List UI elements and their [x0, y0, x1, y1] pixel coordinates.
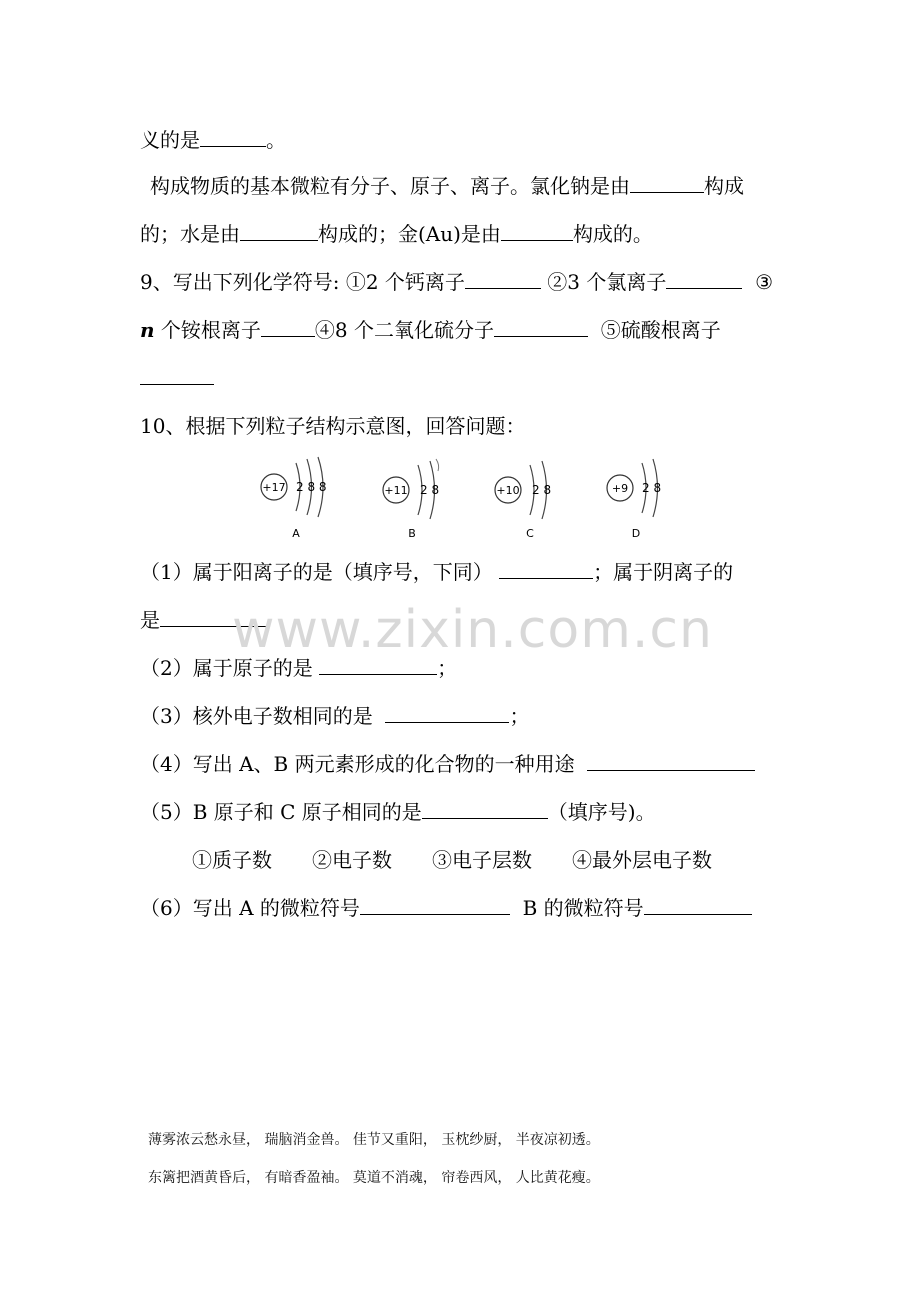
answer-blank[interactable]	[200, 126, 266, 147]
nucleus-c: +10	[496, 484, 520, 497]
label-a: A	[292, 527, 300, 540]
answer-blank[interactable]	[499, 558, 593, 579]
sub-question-2: （2）属于原子的是 ；	[140, 656, 458, 680]
atom-a	[261, 457, 327, 540]
answer-blank[interactable]	[261, 316, 315, 337]
shells-b: 2 8	[420, 483, 440, 497]
shells-d: 2 8	[642, 481, 662, 495]
sub-question-6: （6）写出 A 的微粒符号 B 的微粒符号	[140, 894, 752, 922]
text-line-1: 义的是 。	[140, 128, 286, 152]
watermark: www.zixin.com.cn	[232, 600, 713, 660]
answer-blank[interactable]	[666, 268, 742, 289]
label-c: C	[526, 527, 534, 540]
poem-line-2: 东篱把酒黄昏后， 有暗香盈袖。 莫道不消魂， 帘卷西风， 人比黄花瘦。	[148, 1170, 600, 1186]
answer-blank[interactable]	[630, 172, 704, 193]
answer-blank[interactable]	[644, 894, 752, 915]
sub-question-5: （5）B 原子和 C 原子相同的是 （填序号)。	[140, 800, 656, 824]
label-b: B	[408, 527, 416, 540]
answer-blank[interactable]	[465, 268, 541, 289]
shells-c: 2 8	[532, 483, 552, 497]
question-10: 10、根据下列粒子结构示意图，回答问题：	[140, 414, 526, 438]
question-9-blank	[140, 364, 214, 392]
answer-blank[interactable]	[319, 654, 437, 675]
answer-blank[interactable]	[501, 220, 573, 241]
question-9: 9、写出下列化学符号: ①2 个钙离子 ②3 个氯离子 ③	[140, 270, 774, 294]
options-line: ①质子数 ②电子数 ③电子层数 ④最外层电子数	[192, 848, 712, 872]
sub-question-3: （3）核外电子数相同的是 ；	[140, 704, 530, 728]
answer-blank[interactable]	[360, 894, 510, 915]
atom-b	[383, 459, 439, 540]
nucleus-d: +9	[611, 482, 629, 495]
atom-d	[607, 459, 661, 540]
sub-question-1-cont: 是	[140, 606, 266, 634]
text-line-2: 构成物质的基本微粒有分子、原子、离子。氯化钠是由 构成	[150, 174, 744, 198]
answer-blank[interactable]	[587, 750, 755, 771]
text-line-3: 的；水是由 构成的；金(Au)是由 构成的。	[140, 222, 653, 246]
sub-question-1: （1）属于阳离子的是（填序号，下同） ；属于阴离子的	[140, 560, 734, 584]
poem-line-1: 薄雾浓云愁永昼， 瑞脑消金兽。 佳节又重阳， 玉枕纱厨， 半夜凉初透。	[148, 1132, 600, 1148]
answer-blank[interactable]	[240, 220, 318, 241]
shells-a: 2 8 8	[296, 480, 327, 494]
sub-question-4: （4）写出 A、B 两元素形成的化合物的一种用途	[140, 750, 755, 778]
answer-blank[interactable]	[140, 364, 214, 385]
atom-c	[495, 461, 551, 540]
answer-blank[interactable]	[422, 798, 548, 819]
nucleus-a: +17	[262, 481, 286, 494]
particle-structure-diagram	[250, 455, 670, 545]
question-9-cont: n 个铵根离子 ④8 个二氧化硫分子 ⑤硫酸根离子	[140, 318, 721, 342]
nucleus-b: +11	[384, 484, 408, 497]
answer-blank[interactable]	[385, 702, 509, 723]
answer-blank[interactable]	[494, 316, 588, 337]
label-d: D	[631, 527, 641, 540]
